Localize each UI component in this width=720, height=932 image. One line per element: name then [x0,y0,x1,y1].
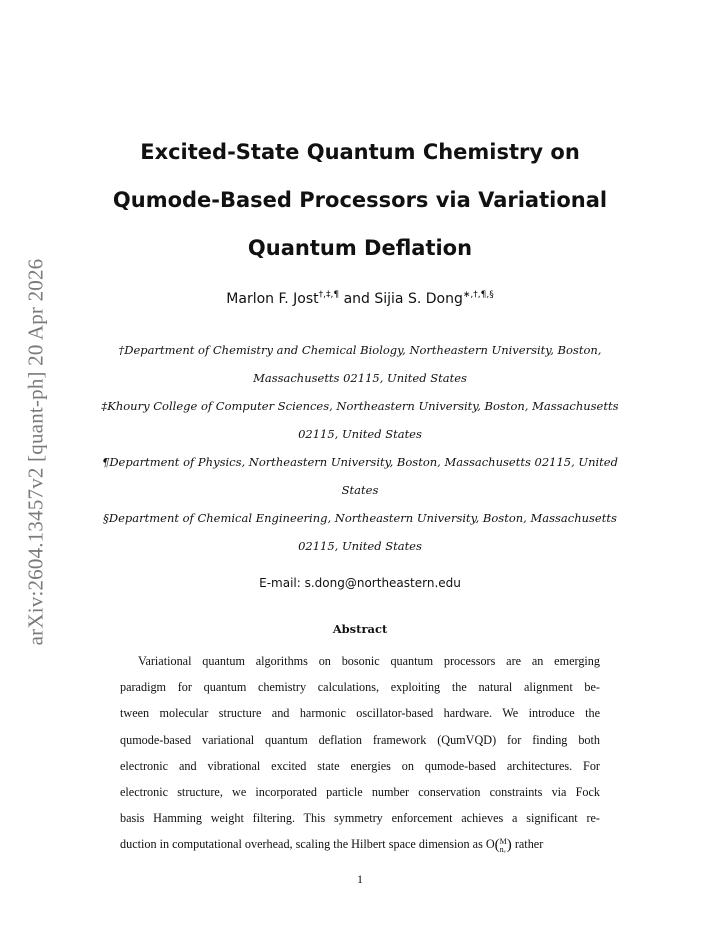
author-affiliation-marks: ∗,†,¶,§ [462,290,494,300]
affiliation-line: Massachusetts 02115, United States [253,371,467,385]
author-name: Sijia S. Dong [374,291,463,307]
author-name: Marlon F. Jost [226,291,319,307]
abstract-line: qumode-based variational quantum deflation framework (QumVQD) for finding both [120,732,600,747]
abstract-text: duction in computational overhead, scaling the Hilbert space dimension as O [120,837,495,852]
abstract-line: basis Hamming weight filtering. This symmetry enforcement achieves a significant re- [120,811,600,826]
author-conjunction: and [343,291,370,307]
abstract-line: paradigm for quantum chemistry calculations, exploiting the natural alignment be- [120,680,600,695]
email-label: E-mail: [259,576,301,590]
abstract-line: Variational quantum algorithms on bosonic quantum processors are an emerging [138,654,600,668]
affiliation-line: 02115, United States [298,539,422,553]
title-line: Excited-State Quantum Chemistry on [140,140,580,164]
author-affiliation-marks: †,‡,¶ [318,290,340,300]
contact-email [0,576,720,590]
abstract-heading: Abstract [332,622,388,636]
binomial-bottom: nₑ [499,844,506,854]
binomial-close-paren: ) [506,837,512,854]
abstract-line: tween molecular structure and harmonic oscillator-based hardware. We introduce the [120,706,600,721]
arxiv-sidebar-stamp: arXiv:2604.13457v2 [quant-ph] 20 Apr 2026 [23,258,48,646]
affiliation-line: §Department of Chemical Engineering, Northeastern University, Boston, Massachusetts [103,511,617,525]
binomial-open-paren: ( [494,837,500,854]
binomial-top: M [499,836,507,846]
abstract-body [120,648,600,859]
affiliation-line: States [341,483,379,497]
title-line: Qumode-Based Processors via Variational [112,188,608,212]
email-address[interactable]: s.dong@northeastern.edu [304,576,461,590]
abstract-text: rather [511,837,544,852]
abstract-line [120,831,600,858]
title-line: Quantum Deflation [247,236,473,260]
page-number: 1 [357,872,363,886]
affiliation-line: ‡Khoury College of Computer Sciences, Northeastern University, Boston, Massachusetts [101,399,619,413]
author-list [0,290,720,307]
affiliation-line: ¶Department of Physics, Northeastern University, Boston, Massachusetts 02115, United [102,455,618,469]
affiliation-line: 02115, United States [298,427,422,441]
affiliation-line: †Department of Chemistry and Chemical Biology, Northeastern University, Boston, [118,343,602,357]
affiliation-list [0,336,720,560]
binomial-coefficient [500,838,507,854]
abstract-line: electronic and vibrational excited state energies on qumode-based architectures. For [120,758,600,773]
abstract-line: electronic structure, we incorporated particle number conservation constraints via Fock [120,785,600,800]
paper-title [0,128,720,272]
